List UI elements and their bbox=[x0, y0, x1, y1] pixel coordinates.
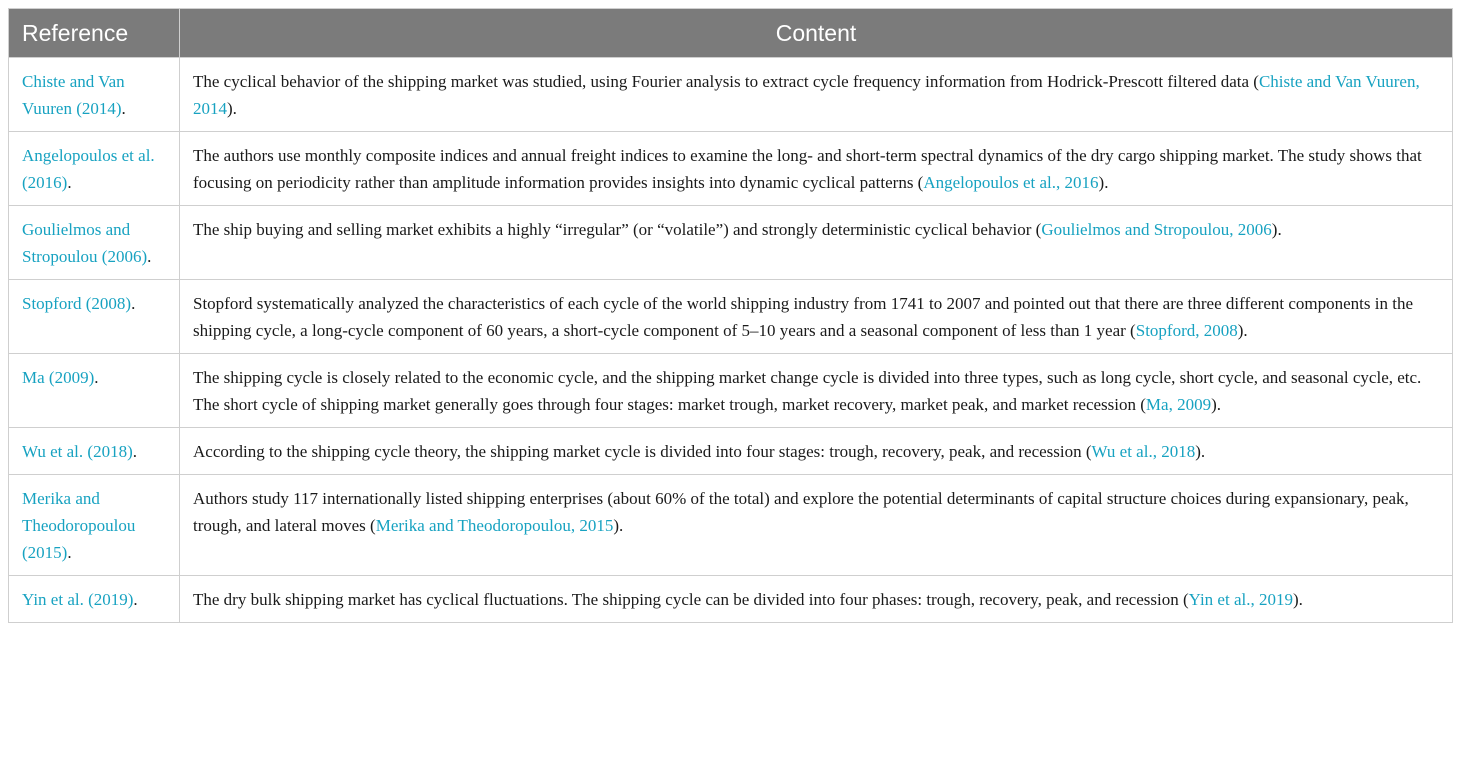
reference-link[interactable]: Yin et al. (2019) bbox=[22, 590, 134, 609]
citation-link[interactable]: Chiste and Van Vuuren, 2014 bbox=[193, 72, 1420, 118]
content-text: Authors study 117 internationally listed shipping enterprises (about 60% of the total) and explore the potential determinants of capital structure choices during expansionary, peak, trough, and lateral moves ( bbox=[193, 489, 1409, 535]
content-cell bbox=[180, 428, 1453, 475]
content-text: The shipping cycle is closely related to the economic cycle, and the shipping market change cycle is divided into three types, such as long cycle, short cycle, and seasonal cycle, etc. The short cycle of shipping market generally goes through four stages: market trough, market recovery, market peak, and market recession ( bbox=[193, 368, 1422, 414]
citation-close: ). bbox=[1211, 395, 1222, 414]
reference-link[interactable]: Stopford (2008) bbox=[22, 294, 132, 313]
reference-link[interactable]: Chiste and Van Vuuren (2014) bbox=[22, 72, 125, 118]
reference-cell bbox=[9, 280, 180, 354]
reference-period: . bbox=[67, 173, 72, 192]
content-cell bbox=[180, 475, 1453, 576]
reference-cell bbox=[9, 206, 180, 280]
citation-close: ). bbox=[227, 99, 237, 118]
reference-link[interactable]: Goulielmos and Stropoulou (2006) bbox=[22, 220, 148, 266]
reference-period: . bbox=[121, 99, 126, 118]
reference-cell bbox=[9, 354, 180, 428]
table-row bbox=[9, 280, 1453, 354]
citation-link[interactable]: Stopford, 2008 bbox=[1135, 321, 1238, 340]
content-cell bbox=[180, 354, 1453, 428]
table-row bbox=[9, 576, 1453, 623]
column-header-reference: Reference bbox=[9, 9, 180, 58]
citation-link[interactable]: Wu et al., 2018 bbox=[1091, 442, 1196, 461]
reference-period: . bbox=[67, 543, 72, 562]
reference-link[interactable]: Merika and Theodoropoulou (2015) bbox=[22, 489, 136, 562]
reference-period: . bbox=[132, 442, 137, 461]
reference-cell bbox=[9, 58, 180, 132]
citation-close: ). bbox=[1271, 220, 1282, 239]
citation-link[interactable]: Yin et al., 2019 bbox=[1188, 590, 1293, 609]
content-text: The authors use monthly composite indices and annual freight indices to examine the long- and short-term spectral dynamics of the dry cargo shipping market. The study shows that focusing on periodicity rather than amplitude information provides insights into dynamic cyclical patterns ( bbox=[193, 146, 1422, 192]
table-row bbox=[9, 58, 1453, 132]
content-text: Stopford systematically analyzed the characteristics of each cycle of the world shipping industry from 1741 to 2007 and pointed out that there are three different components in the shipping cycle, a long-cycle component of 60 years, a short-cycle component of 5–10 years and a seasonal component of less than 1 year ( bbox=[193, 294, 1414, 340]
column-header-content: Content bbox=[180, 9, 1453, 58]
table-row bbox=[9, 428, 1453, 475]
citation-close: ). bbox=[1292, 590, 1303, 609]
reference-cell bbox=[9, 576, 180, 623]
content-text: The ship buying and selling market exhibits a highly “irregular” (or “volatile”) and strongly deterministic cyclical behavior ( bbox=[193, 220, 1042, 239]
content-cell bbox=[180, 206, 1453, 280]
content-text: According to the shipping cycle theory, the shipping market cycle is divided into four stages: trough, recovery, peak, and recession ( bbox=[193, 442, 1092, 461]
table-row bbox=[9, 206, 1453, 280]
reference-period: . bbox=[94, 368, 99, 387]
references-table-container bbox=[8, 8, 1452, 623]
reference-period: . bbox=[147, 247, 152, 266]
reference-cell bbox=[9, 475, 180, 576]
reference-cell bbox=[9, 132, 180, 206]
table-row bbox=[9, 475, 1453, 576]
reference-period: . bbox=[131, 294, 136, 313]
references-table bbox=[8, 8, 1453, 623]
citation-link[interactable]: Merika and Theodoropoulou, 2015 bbox=[375, 516, 614, 535]
content-cell bbox=[180, 576, 1453, 623]
table-row bbox=[9, 132, 1453, 206]
content-text: The cyclical behavior of the shipping market was studied, using Fourier analysis to extract cycle frequency information from Hodrick-Prescott filtered data ( bbox=[193, 72, 1259, 91]
content-text: The dry bulk shipping market has cyclical fluctuations. The shipping cycle can be divided into four phases: trough, recovery, peak, and recession ( bbox=[193, 590, 1189, 609]
content-cell bbox=[180, 58, 1453, 132]
content-cell bbox=[180, 132, 1453, 206]
table-row bbox=[9, 354, 1453, 428]
citation-link[interactable]: Ma, 2009 bbox=[1145, 395, 1212, 414]
citation-close: ). bbox=[1195, 442, 1206, 461]
content-cell bbox=[180, 280, 1453, 354]
reference-cell bbox=[9, 428, 180, 475]
citation-close: ). bbox=[1098, 173, 1109, 192]
reference-link[interactable]: Angelopoulos et al. (2016) bbox=[22, 146, 155, 192]
citation-link[interactable]: Angelopoulos et al., 2016 bbox=[923, 173, 1099, 192]
table-header-row bbox=[9, 9, 1453, 58]
reference-link[interactable]: Wu et al. (2018) bbox=[22, 442, 133, 461]
reference-link[interactable]: Ma (2009) bbox=[22, 368, 95, 387]
citation-close: ). bbox=[613, 516, 624, 535]
citation-close: ). bbox=[1237, 321, 1248, 340]
reference-period: . bbox=[133, 590, 138, 609]
citation-link[interactable]: Goulielmos and Stropoulou, 2006 bbox=[1041, 220, 1272, 239]
